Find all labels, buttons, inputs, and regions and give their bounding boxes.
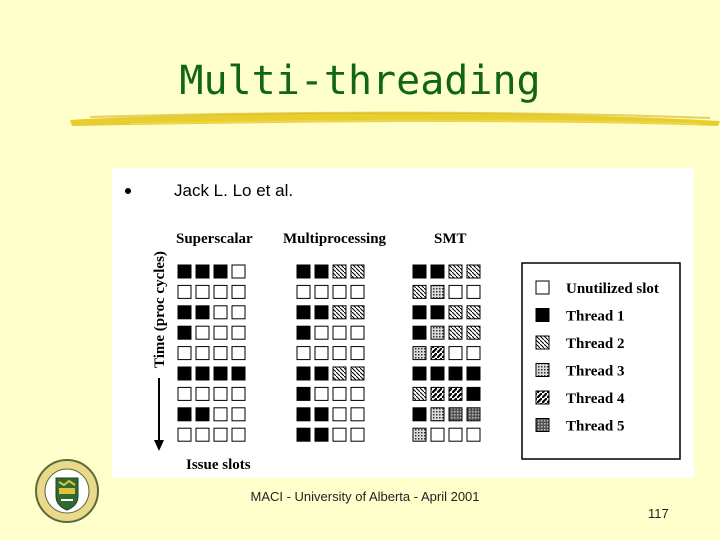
- slot-cell-smt: [467, 347, 480, 360]
- slot-cell-multiprocessing: [333, 306, 346, 319]
- slot-cell-superscalar: [196, 367, 209, 380]
- slot-cell-multiprocessing: [333, 367, 346, 380]
- slot-cell-superscalar: [232, 326, 245, 339]
- slot-cell-multiprocessing: [351, 306, 364, 319]
- university-crest-logo: [34, 458, 100, 524]
- slot-cell-superscalar: [214, 347, 227, 360]
- slot-cell-superscalar: [196, 347, 209, 360]
- legend-label: Unutilized slot: [566, 281, 659, 297]
- slot-cell-smt: [431, 387, 444, 400]
- slot-cell-superscalar: [178, 265, 191, 278]
- slot-cell-multiprocessing: [351, 408, 364, 421]
- slot-cell-smt: [431, 367, 444, 380]
- slot-cell-smt: [431, 408, 444, 421]
- slot-cell-superscalar: [178, 326, 191, 339]
- legend-label: Thread 5: [566, 418, 625, 435]
- slot-cell-multiprocessing: [315, 367, 328, 380]
- slide-title: Multi-threading: [179, 58, 541, 104]
- slot-cell-multiprocessing: [351, 387, 364, 400]
- slot-cell-multiprocessing: [351, 265, 364, 278]
- slot-cell-superscalar: [214, 285, 227, 298]
- legend-label: Thread 3: [566, 363, 625, 380]
- slot-cell-multiprocessing: [315, 347, 328, 360]
- slot-cell-multiprocessing: [315, 306, 328, 319]
- legend-swatch-5: [536, 419, 549, 432]
- slot-cell-multiprocessing: [351, 285, 364, 298]
- slot-cell-smt: [467, 367, 480, 380]
- slot-cell-superscalar: [232, 367, 245, 380]
- slot-cell-multiprocessing: [297, 306, 310, 319]
- slot-cell-multiprocessing: [351, 326, 364, 339]
- bullet-dot: [125, 188, 131, 194]
- grid-smt: [413, 265, 480, 441]
- slot-cell-multiprocessing: [333, 265, 346, 278]
- grid-superscalar: [178, 265, 245, 441]
- slot-cell-superscalar: [214, 306, 227, 319]
- slot-cell-smt: [413, 285, 426, 298]
- slot-cell-superscalar: [214, 408, 227, 421]
- x-axis-label: Issue slots: [186, 457, 251, 473]
- slot-cell-smt: [467, 306, 480, 319]
- slot-cell-smt: [431, 326, 444, 339]
- legend-label: Thread 2: [566, 336, 625, 352]
- slot-cell-superscalar: [232, 265, 245, 278]
- slot-cell-superscalar: [232, 408, 245, 421]
- slot-cell-multiprocessing: [333, 326, 346, 339]
- slot-cell-smt: [431, 428, 444, 441]
- slot-cell-smt: [413, 265, 426, 278]
- page-number: 117: [648, 506, 669, 521]
- slot-cell-superscalar: [214, 428, 227, 441]
- slot-cell-smt: [413, 326, 426, 339]
- slot-cell-multiprocessing: [297, 387, 310, 400]
- slot-cell-superscalar: [196, 265, 209, 278]
- slot-cell-multiprocessing: [333, 428, 346, 441]
- slot-cell-smt: [467, 326, 480, 339]
- slot-cell-smt: [431, 285, 444, 298]
- slot-cell-superscalar: [232, 387, 245, 400]
- slot-cell-smt: [449, 347, 462, 360]
- slot-cell-superscalar: [196, 428, 209, 441]
- slot-cell-multiprocessing: [315, 408, 328, 421]
- slot-cell-smt: [449, 387, 462, 400]
- time-arrow-head: [154, 440, 164, 451]
- slot-cell-superscalar: [178, 285, 191, 298]
- slot-cell-superscalar: [178, 428, 191, 441]
- slot-cell-multiprocessing: [315, 428, 328, 441]
- slot-cell-superscalar: [232, 306, 245, 319]
- slot-cell-multiprocessing: [297, 408, 310, 421]
- slot-cell-smt: [449, 306, 462, 319]
- slot-cell-superscalar: [232, 285, 245, 298]
- slot-cell-multiprocessing: [333, 387, 346, 400]
- slot-cell-superscalar: [178, 347, 191, 360]
- legend-swatch-3: [536, 364, 549, 377]
- slot-cell-superscalar: [178, 306, 191, 319]
- slot-cell-smt: [449, 408, 462, 421]
- slot-cell-superscalar: [178, 367, 191, 380]
- slot-cell-multiprocessing: [297, 285, 310, 298]
- slot-cell-smt: [431, 347, 444, 360]
- slot-cell-smt: [449, 285, 462, 298]
- slot-cell-superscalar: [214, 387, 227, 400]
- slot-cell-smt: [449, 367, 462, 380]
- slot-cell-multiprocessing: [297, 326, 310, 339]
- legend-swatch-1: [536, 309, 549, 322]
- bullet-text: Jack L. Lo et al.: [174, 181, 294, 200]
- legend-swatch-u: [536, 281, 549, 294]
- slot-cell-superscalar: [214, 367, 227, 380]
- slot-cell-superscalar: [178, 387, 191, 400]
- legend-swatch-4: [536, 391, 549, 404]
- slot-cell-multiprocessing: [333, 347, 346, 360]
- slot-cell-smt: [467, 285, 480, 298]
- slot-cell-smt: [413, 408, 426, 421]
- y-axis-label: Time (proc cycles): [152, 251, 168, 368]
- heading-superscalar: Superscalar: [176, 231, 253, 247]
- slot-cell-multiprocessing: [297, 367, 310, 380]
- slot-cell-multiprocessing: [315, 326, 328, 339]
- slot-cell-smt: [413, 367, 426, 380]
- slot-cell-smt: [449, 326, 462, 339]
- slot-cell-smt: [449, 428, 462, 441]
- slot-cell-smt: [431, 265, 444, 278]
- slot-cell-multiprocessing: [297, 347, 310, 360]
- footer-text: MACI - University of Alberta - April 2001: [250, 489, 480, 504]
- slot-cell-superscalar: [196, 285, 209, 298]
- simultaneous-multithreading-figure: [112, 168, 694, 478]
- slot-cell-multiprocessing: [315, 387, 328, 400]
- slot-cell-multiprocessing: [333, 408, 346, 421]
- slot-cell-smt: [467, 265, 480, 278]
- slot-cell-superscalar: [232, 428, 245, 441]
- legend-label: Thread 1: [566, 308, 625, 325]
- legend-swatch-2: [536, 336, 549, 349]
- heading-multiprocessing: Multiprocessing: [283, 231, 387, 247]
- slot-cell-multiprocessing: [315, 285, 328, 298]
- slot-cell-superscalar: [178, 408, 191, 421]
- grid-multiprocessing: [297, 265, 364, 441]
- slot-cell-multiprocessing: [351, 367, 364, 380]
- slot-cell-smt: [413, 347, 426, 360]
- slot-cell-smt: [413, 428, 426, 441]
- slot-cell-multiprocessing: [297, 428, 310, 441]
- slot-cell-superscalar: [214, 265, 227, 278]
- legend-label: Thread 4: [566, 391, 625, 407]
- slot-cell-superscalar: [196, 326, 209, 339]
- slot-cell-multiprocessing: [333, 285, 346, 298]
- slot-cell-smt: [413, 387, 426, 400]
- slot-cell-smt: [467, 387, 480, 400]
- slot-cell-smt: [431, 306, 444, 319]
- slot-cell-superscalar: [232, 347, 245, 360]
- slot-cell-superscalar: [214, 326, 227, 339]
- title-underline-brush: [70, 104, 720, 134]
- slot-cell-superscalar: [196, 387, 209, 400]
- slot-cell-multiprocessing: [297, 265, 310, 278]
- slot-cell-smt: [467, 408, 480, 421]
- slot-cell-smt: [413, 306, 426, 319]
- slot-cell-smt: [449, 265, 462, 278]
- slot-cell-multiprocessing: [315, 265, 328, 278]
- heading-smt: SMT: [434, 231, 467, 247]
- slot-cell-superscalar: [196, 306, 209, 319]
- slot-cell-multiprocessing: [351, 428, 364, 441]
- slot-cell-multiprocessing: [351, 347, 364, 360]
- slot-cell-smt: [467, 428, 480, 441]
- slot-cell-superscalar: [196, 408, 209, 421]
